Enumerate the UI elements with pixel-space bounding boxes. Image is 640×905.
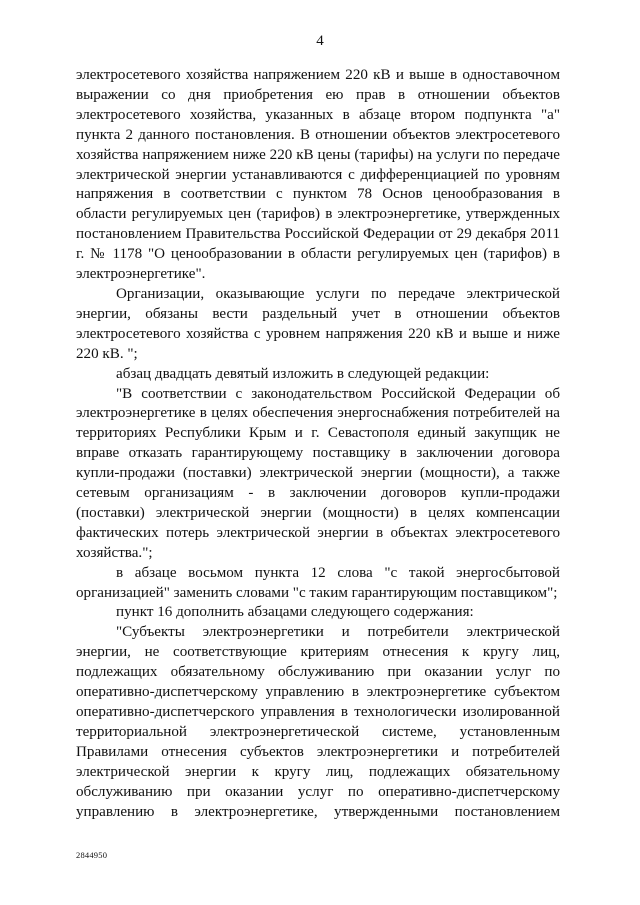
paragraph-amendment-16: пункт 16 дополнить абзацами следующего содержания:: [116, 604, 474, 621]
document-body: [76, 66, 560, 822]
paragraph-continuation: электросетевого хозяйства напряжением 220 кВ и выше в одноставочном выражении со дня приобретения ею прав в отношении объектов электросетевого хозяйства, указанных в абзаце втором подпункта "а" пункта 2 данного постановления. В отношении объектов электросетевого хозяйства напряжением ниже 220 кВ цены (тарифы) на услуги по передаче электрической энергии устанавливаются с дифференциацией по уровням напряжения в соответствии с пунктом 78 Основ ценообразования в области регулируемых цен (тарифов) в электроэнергетике, утвержденных постановлением Правительства Российской Федерации от 29 декабря 2011 г. № 1178 "О ценообразовании в области регулируемых цен (тарифов) в электроэнергетике".: [76, 67, 560, 283]
paragraph-separate-accounting: Организации, оказывающие услуги по передаче электрической энергии, обязаны вести раздельный учет в отношении объектов электросетевого хозяйства с уровнем напряжения 220 кВ и выше и ниже 220 кВ. ";: [76, 285, 560, 362]
paragraph-crimea-sevastopol: "В соответствии с законодательством Российской Федерации об электроэнергетике в целях обеспечения энергоснабжения потребителей на территориях Республики Крым и г. Севастополя единый закупщик не вправе отказать гарантирующему поставщику в заключении договора купли-продажи (поставки) электрической энергии (мощности), а также сетевым организациям - в заключении договоров купли-продажи (поставки) электрической энергии (мощности) в целях компенсации фактических потерь электрической энергии в объектах электросетевого хозяйства.";: [76, 385, 560, 561]
paragraph-amendment-29: абзац двадцать девятый изложить в следующей редакции:: [116, 365, 490, 382]
paragraph-amendment-12: в абзаце восьмом пункта 12 слова "с такой энергосбытовой организацией" заменить словами "с таким гарантирующим поставщиком";: [76, 564, 560, 601]
page-number: 4: [316, 33, 324, 49]
document-code: 2844950: [76, 850, 108, 860]
paragraph-subjects-electroenergetics: "Субъекты электроэнергетики и потребители электрической энергии, не соответствующие критериям отнесения к кругу лиц, подлежащих обязательному обслуживанию при оказании услуг по оперативно-диспетчерскому управлению в электроэнергетике субъектом оперативно-диспетчерского управления в технологически изолированной территориальной электроэнергетической системе, установленным Правилами отнесения субъектов электроэнергетики и потребителей электрической энергии к кругу лиц, подлежащих обязательному обслуживанию при оказании услуг по оперативно-диспетчерскому управлению в электроэнергетике, утвержденными постановлением: [76, 624, 560, 820]
